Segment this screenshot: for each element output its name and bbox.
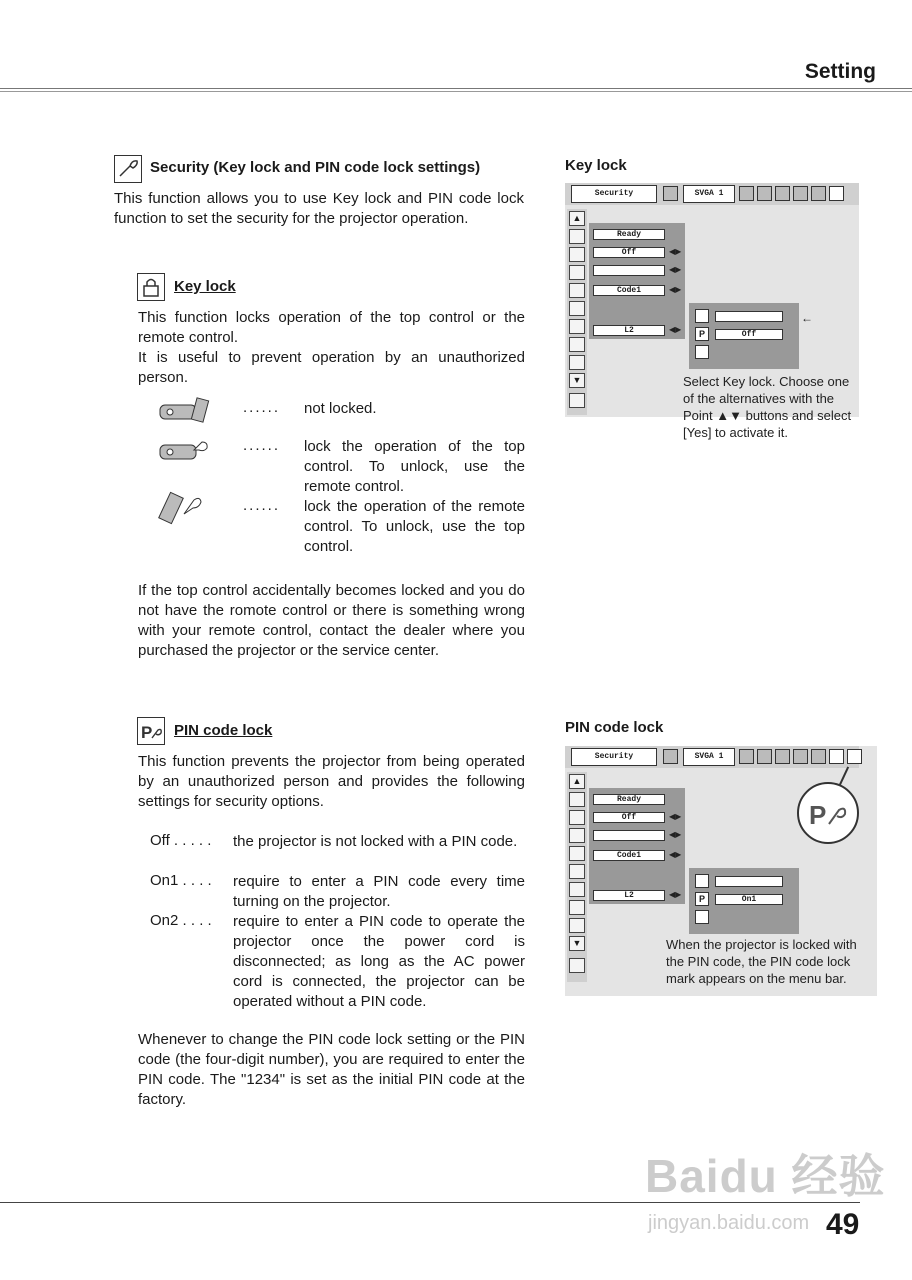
intro-paragraph: This function allows you to use Key lock and PIN code lock function to set the security for the projector operation. <box>114 190 524 227</box>
pinlock-caption: When the projector is locked with the PIN code, the PIN code lock mark appears on the menu bar. <box>666 937 857 986</box>
menu-icon <box>569 265 585 280</box>
pinlock-option3-label: On2 . . . . <box>150 912 212 929</box>
top-control-lock-icon <box>158 436 210 466</box>
submenu-field <box>715 876 783 887</box>
keylock-para1: This function locks operation of the top control or the remote control. <box>138 309 525 346</box>
pinlock-option2-label: On1 . . . . <box>150 872 212 889</box>
menu-icon <box>569 882 585 897</box>
watermark-url: jingyan.baidu.com <box>648 1212 810 1234</box>
keylock-para3: If the top control accidentally becomes locked and you do not have the romote control or there is something wrong with your remote control, contact the dealer where you purchased the projector or the service center. <box>138 582 525 659</box>
menu-icon <box>757 749 772 764</box>
left-right-arrows-icon: ◀▶ <box>669 850 682 859</box>
menu-icon <box>569 301 585 316</box>
pointer-arrow-icon: ← <box>801 311 813 325</box>
menu-icon <box>811 749 826 764</box>
menu-icon <box>569 846 585 861</box>
submenu-value: On1 <box>715 894 783 905</box>
menu-field: Ready <box>593 229 665 240</box>
submenu-field <box>715 311 783 322</box>
svg-text:P: P <box>809 800 827 830</box>
menu-icon <box>569 900 585 915</box>
pinlock-para2: Whenever to change the PIN code lock setting or the PIN code (the four-digit number), you are required to enter the PIN code. The "1234" is set as the initial PIN code at the factory. <box>138 1031 525 1108</box>
menu-icon <box>569 319 585 334</box>
padlock-icon <box>137 273 165 301</box>
menu-icon <box>663 186 678 201</box>
svg-text:P: P <box>141 723 153 742</box>
left-right-arrows-icon: ◀▶ <box>669 247 682 256</box>
menu-icon <box>569 810 585 825</box>
menu-mode: SVGA 1 <box>683 748 735 766</box>
menu-panel <box>589 223 685 339</box>
pin-lock-icon: P <box>695 892 709 906</box>
header-rule <box>0 88 912 92</box>
keylock-option2-text: lock the operation of the top control. To unlock, use the remote control. <box>304 438 525 495</box>
keylock-caption: Select Key lock. Choose one of the alternatives with the Point ▲▼ buttons and select [Yes] to activate it. <box>683 374 852 440</box>
padlock-icon <box>695 309 709 323</box>
menu-icon <box>569 229 585 244</box>
menu-mode: SVGA 1 <box>683 185 735 203</box>
menu-icon <box>757 186 772 201</box>
keylock-heading: Key lock <box>174 278 236 295</box>
menu-icon <box>569 918 585 933</box>
menu-field: L2 <box>593 325 665 336</box>
menu-field: Ready <box>593 794 665 805</box>
keylock-option1-dots: ...... <box>243 399 281 416</box>
menu-field: Code1 <box>593 850 665 861</box>
section-title: Setting <box>804 60 876 83</box>
wrench-key-icon <box>114 155 142 183</box>
menu-icon <box>569 283 585 298</box>
watermark-logo: Baidu 经验 <box>645 1150 886 1202</box>
down-arrow-icon: ▼ <box>569 373 585 388</box>
menu-icon <box>663 749 678 764</box>
menu-field: Off <box>593 247 665 258</box>
pin-lock-icon: P <box>695 327 709 341</box>
menu-icon <box>569 355 585 370</box>
menu-bar <box>565 746 859 768</box>
keylock-option3-dots: ...... <box>243 497 281 514</box>
menu-title: Security <box>571 748 657 766</box>
left-right-arrows-icon: ◀▶ <box>669 812 682 821</box>
main-heading: Security (Key lock and PIN code lock settings) <box>150 159 481 176</box>
left-right-arrows-icon: ◀▶ <box>669 265 682 274</box>
menu-icon <box>569 337 585 352</box>
menu-icon <box>793 749 808 764</box>
submenu-panel <box>689 303 799 369</box>
left-right-arrows-icon: ◀▶ <box>669 325 682 334</box>
down-arrow-icon: ▼ <box>569 936 585 951</box>
callout-line <box>839 767 849 786</box>
left-right-arrows-icon: ◀▶ <box>669 285 682 294</box>
remote-lock-icon <box>158 490 210 526</box>
menu-sidebar <box>567 772 587 982</box>
menu-icon <box>775 749 790 764</box>
exit-icon <box>695 345 709 359</box>
menu-bar <box>565 183 859 205</box>
menu-panel <box>589 788 685 904</box>
left-right-arrows-icon: ◀▶ <box>669 890 682 899</box>
pinlock-option1-label: Off . . . . . <box>150 832 212 849</box>
menu-icon <box>829 749 844 764</box>
menu-field: Code1 <box>593 285 665 296</box>
keylock-option1-text: not locked. <box>304 400 377 417</box>
menu-icon <box>569 958 585 973</box>
submenu-panel <box>689 868 799 934</box>
right-pinlock-heading: PIN code lock <box>565 719 664 736</box>
up-arrow-icon: ▲ <box>569 774 585 789</box>
pinlock-option2-text: require to enter a PIN code every time turning on the projector. <box>233 873 525 910</box>
menu-field <box>593 830 665 841</box>
menu-icon <box>569 247 585 262</box>
padlock-icon <box>695 874 709 888</box>
menu-icon <box>829 186 844 201</box>
keylock-para2: It is useful to prevent operation by an unauthorized person. <box>138 349 525 386</box>
menu-icon <box>569 864 585 879</box>
right-keylock-heading: Key lock <box>565 157 627 174</box>
menu-field: Off <box>593 812 665 823</box>
keylock-option3-text: lock the operation of the remote control. To unlock, use the top control. <box>304 498 525 555</box>
menu-icon <box>569 828 585 843</box>
exit-icon <box>695 910 709 924</box>
pinlock-heading: PIN code lock <box>174 722 273 739</box>
pin-lock-mark-icon <box>847 749 862 764</box>
menu-icon <box>793 186 808 201</box>
menu-field <box>593 265 665 276</box>
menu-field: L2 <box>593 890 665 901</box>
menu-sidebar <box>567 209 587 415</box>
page-number: 49 <box>826 1208 860 1241</box>
pinlock-option1-text: the projector is not locked with a PIN code. <box>233 833 518 850</box>
menu-icon <box>811 186 826 201</box>
menu-icon <box>739 749 754 764</box>
submenu-value: Off <box>715 329 783 340</box>
pinlock-option3-text: require to enter a PIN code to operate the projector once the power cord is disconnected; as long as the AC power cord is connected, the projector can be operated without a PIN code. <box>233 913 525 1010</box>
menu-title: Security <box>571 185 657 203</box>
pin-lock-icon <box>137 717 165 745</box>
keylock-option2-dots: ...... <box>243 437 281 454</box>
menu-icon <box>775 186 790 201</box>
unlocked-remote-icon <box>158 396 210 426</box>
menu-icon <box>569 792 585 807</box>
up-arrow-icon: ▲ <box>569 211 585 226</box>
menu-icon <box>569 393 585 408</box>
pin-lock-mark-callout <box>797 782 859 844</box>
menu-icon <box>739 186 754 201</box>
pinlock-para1: This function prevents the projector from being operated by an unauthorized person and provides the following settings for security options. <box>138 753 525 810</box>
left-right-arrows-icon: ◀▶ <box>669 830 682 839</box>
